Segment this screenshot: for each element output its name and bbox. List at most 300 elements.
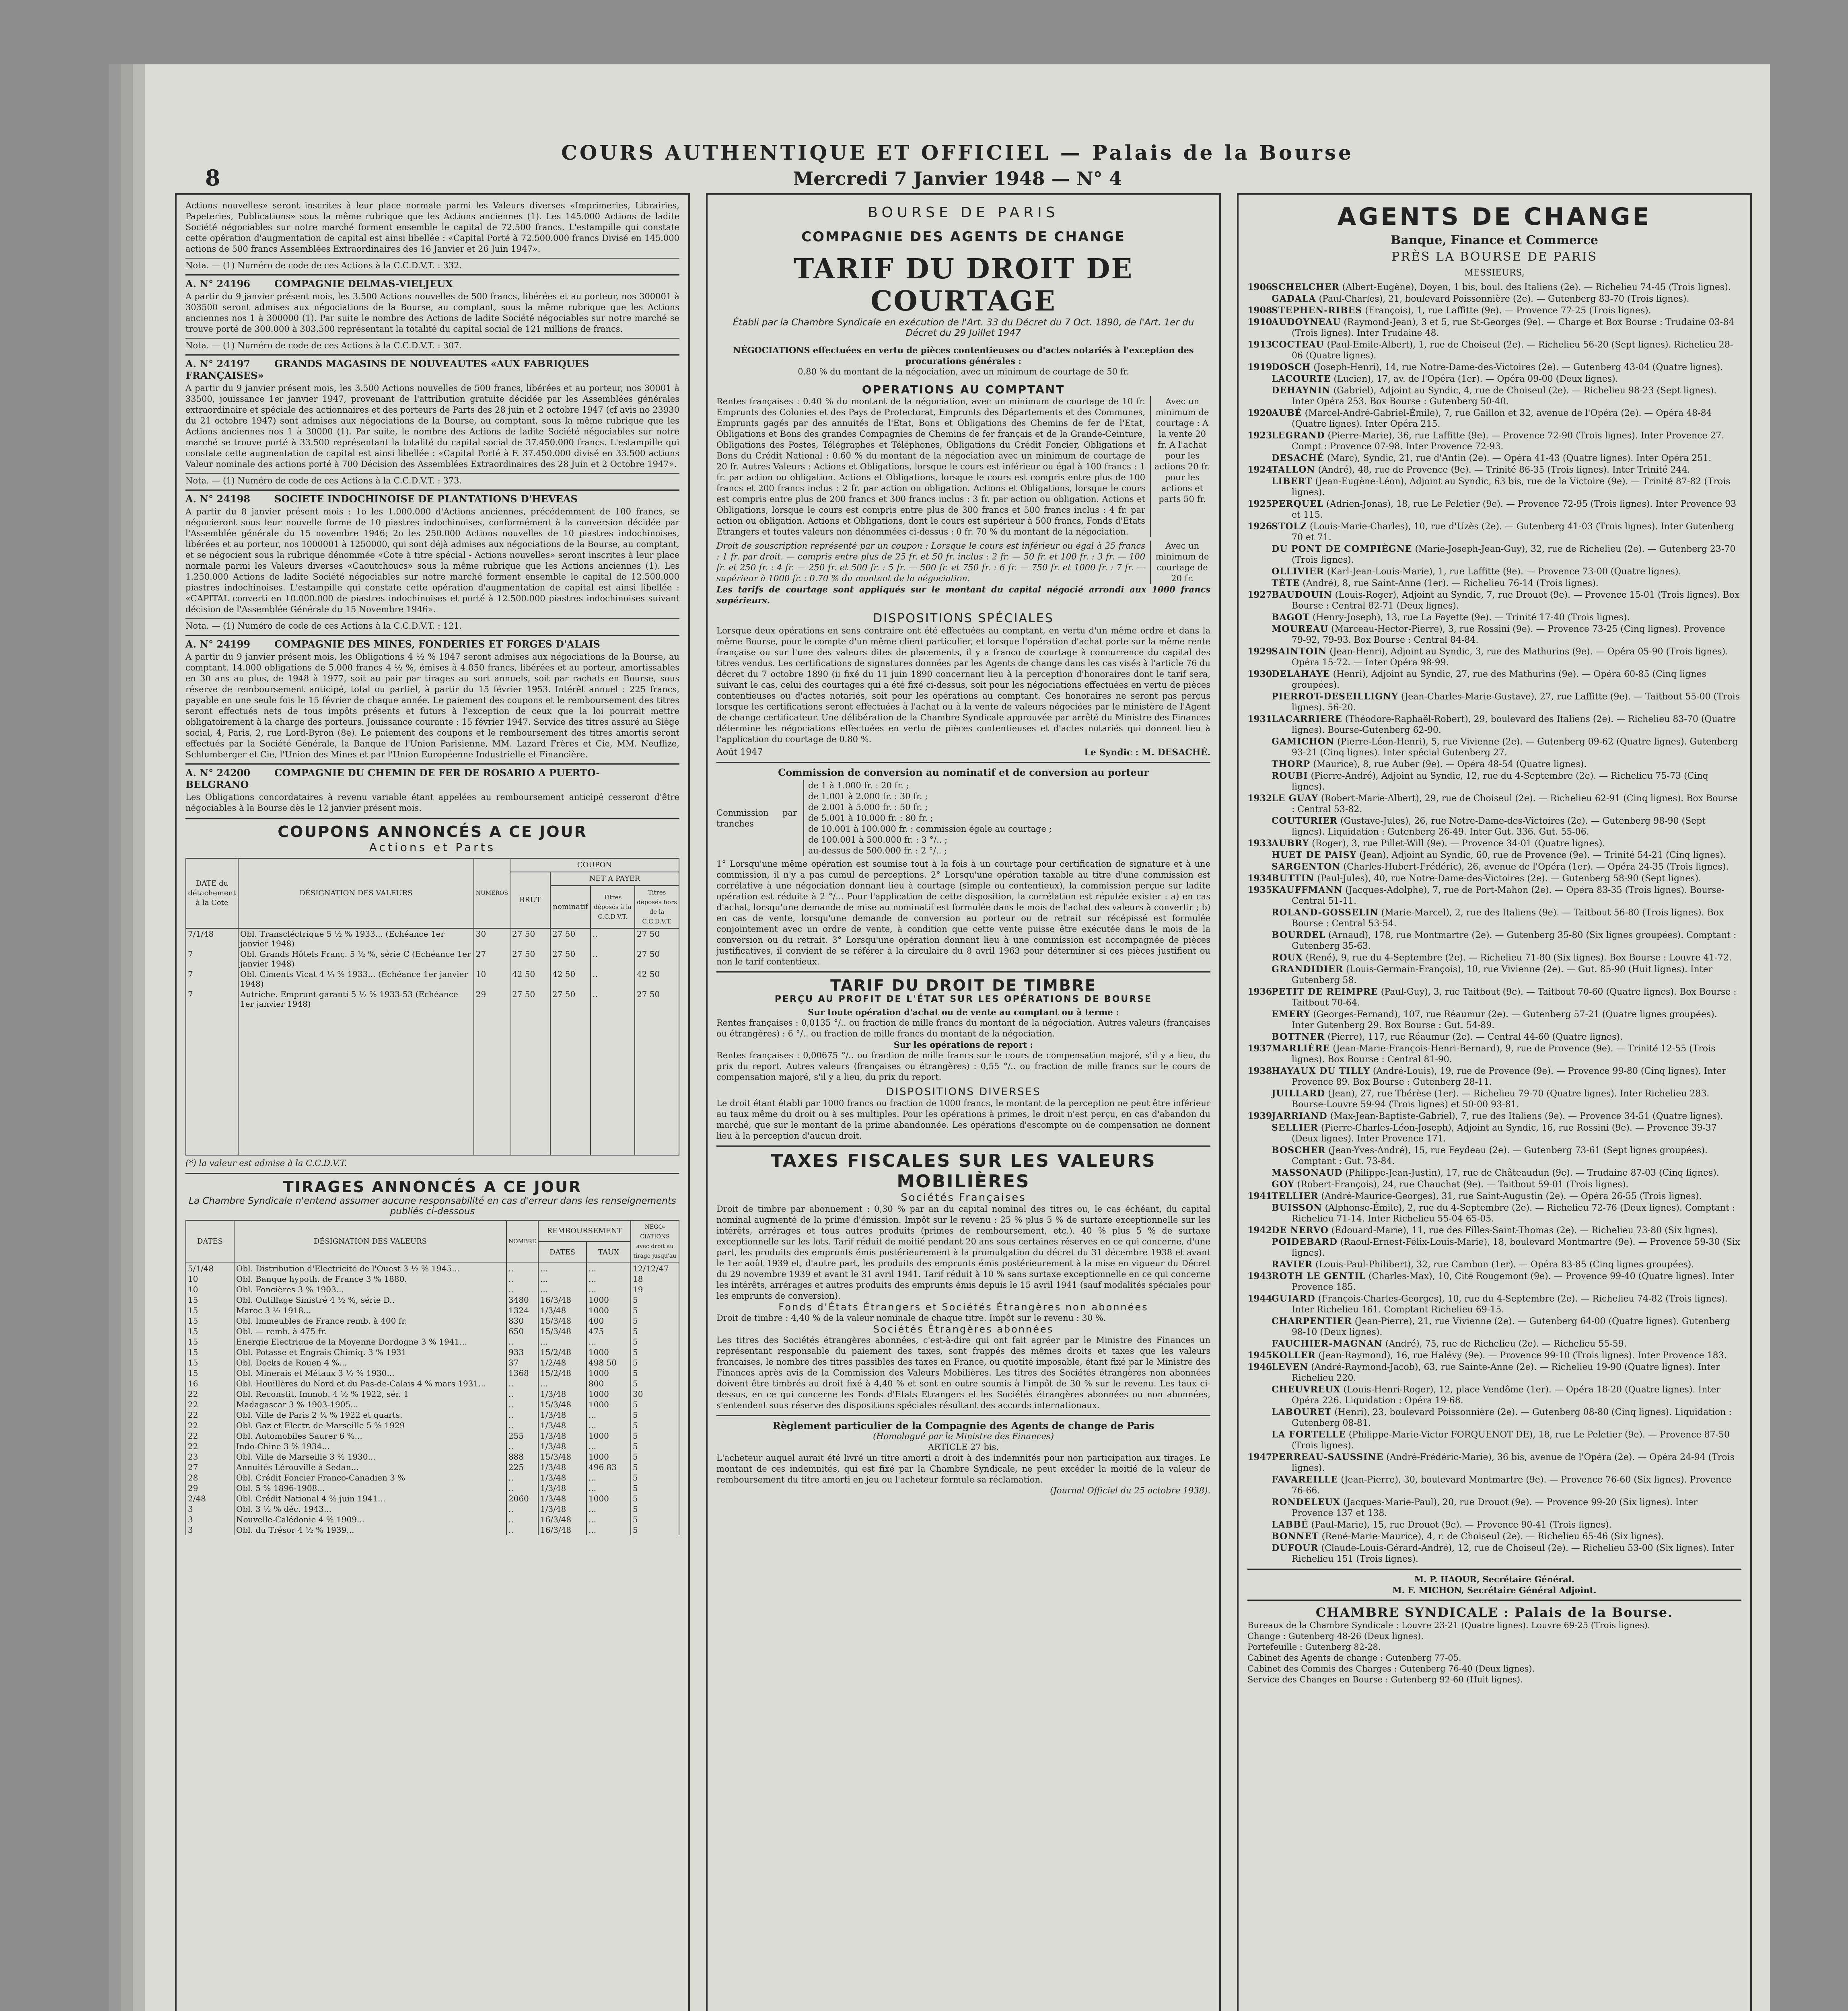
cell: 5 [631,1316,679,1326]
cell: Obl. Automobiles Saurer 6 %... [234,1431,506,1441]
cell: 15 [186,1357,234,1368]
table-row [186,1514,679,1525]
cell: Obl. Ville de Marseille 3 % 1930... [234,1452,506,1462]
timbre-subtitle: PERÇU AU PROFIT DE L'ÉTAT SUR LES OPÉRATIONS DE BOURSE [774,994,1152,1004]
col-header: Titres déposés hors de la C.C.D.V.T. [635,886,679,928]
table-row [186,1368,679,1378]
cell: 27 [474,949,510,969]
agent-entry [1247,1543,1741,1565]
cell: 5 [631,1399,679,1410]
agent-details: (Louis-Marie-Charles), 10, rue d'Uzès (2e). — Gutenberg 41-03 (Trois lignes). Inter Gutenberg 70 et 71. [1292,522,1734,543]
cell: .. [506,1389,538,1399]
cell: 15/2/48 [538,1368,587,1378]
agent-name: DE NERVO [1272,1225,1329,1236]
agent-entry [1247,1474,1741,1496]
agent-entry [1247,816,1741,837]
agent-name: PERREAU-SAUSSINE [1272,1452,1384,1462]
coupons-body [186,928,679,1155]
agent-year: 1947 [1247,1452,1272,1462]
agent-name: LA FORTELLE [1272,1429,1346,1440]
agent-year: 1923 [1247,430,1272,441]
divider [1247,1569,1741,1570]
commission-row: de 100.001 à 500.000 fr. : 3 °/.. ; [808,835,948,845]
tarifs-note: Les tarifs de courtage sont appliqués sur le montant du capital négocié arrondi aux 1000 francs supérieurs. [716,584,1210,605]
col-header: Titres déposés à la C.C.D.V.T. [591,886,635,928]
agent-year: 1929 [1247,646,1272,657]
divider [716,762,1210,763]
cell: 22 [186,1389,234,1399]
notice-note: Nota. — (1) Numéro de code de ces Actions à la C.C.D.V.T. : 332. [185,258,679,271]
notice-number: A. N° 24196 [185,278,251,290]
notice-heading [185,274,679,290]
comptant-title: OPERATIONS AU COMPTANT [862,383,1065,396]
agent-entry [1247,1497,1741,1519]
chambre-line: Bureaux de la Chambre Syndicale : Louvre 23-21 (Quatre lignes). Louvre 69-25 (Trois lignes). [1247,1620,1650,1630]
agent-details: (Louis-Paul-Philibert), 32, rue Cambon (1er). — Opéra 83-85 (Cinq lignes groupées). [1313,1260,1694,1270]
notice-intro: Actions nouvelles» seront inscrites à leur place normale parmi les Valeurs diverses «Imprimeries, Librairies, Papeteries, Publications» sous la même rubrique que les Actions anciennes (1). Les 145.000 Actions de ladite Société négociables sur notre marché forment ensemble le capital de 72.500 francs. L'estampille qui constate cette opération d'augmentation de capital est ainsi libellée : «Capital Porté à 72.500.000 francs Divisé en 145.000 actions de 500 francs Assemblées Extraordinaires des 16 Janvier et 26 Juin 1947». [185,201,679,254]
notice-text: A partir du 9 janvier présent mois, les 3.500 Actions nouvelles de 500 francs, libérées et au porteur, nos 30001 à 33500, jouissance 1er janvier 1947, provenant de l'attribution gratuite décidée par les Assemblées générales extraordinaire et spéciale des actionnaires et des porteurs de Parts des 28 juin et 2 octobre 1947 (cf avis no 23930 du 21 octobre 1947) sont admises aux négociations de la Bourse, au comptant, sous la même rubrique que les Actions anciennes nos 1 à 30000 (1). Par suite, le nombre des Actions de ladite Société négociables sur notre marché se trouve porté à 33.500 représentant la totalité du capital social de 37.450.000 francs. L'estampille qui constate cette augmentation de capital est ainsi libellée : «Capital Porté à F. 37.450.000 divisé en 33.500 actions Valeur nominale des actions porté à 700 Décision des Assemblées Extraordinaires des 28 Juin et 2 Octobre 1947». [185,383,679,469]
agents-title: AGENTS DE CHANGE [1337,203,1652,231]
coupons-title: COUPONS ANNONCÉS A CE JOUR [278,823,587,841]
agent-name: KOLLER [1272,1350,1316,1361]
agent-details: (André-Raymond-Jacob), 63, rue Sainte-Anne (2e). — Richelieu 19-90 (Quatre lignes). Inter Richelieu 220. [1292,1362,1720,1383]
table-row [186,1263,679,1274]
agent-entry [1247,1384,1741,1406]
cell: 5 [631,1431,679,1441]
agent-year: 1935 [1247,885,1272,895]
cell: Obl. Minerais et Métaux 3 ½ % 1930... [234,1368,506,1378]
cell: 15 [186,1316,234,1326]
tarif-courtage-subtitle: Établi par la Chambre Syndicale en exécution de l'Art. 33 du Décret du 7 Oct. 1890, de l'Art. 1er du Décret du 29 Juillet 1947 [733,317,1194,338]
agent-name: GADALA [1272,294,1316,304]
messieurs-label: MESSIEURS, [1464,268,1525,278]
cell: 1000 [587,1347,631,1357]
newspaper-page [145,64,1770,2011]
agent-details: (Jean-Pierre), 30, boulevard Montmartre (9e). — Provence 76-60 (Six lignes). Provence 76-66. [1292,1475,1732,1496]
agent-entry [1247,476,1741,498]
col-header: DATES [538,1242,587,1263]
notice-title: COMPAGNIE DU CHEMIN DE FER DE ROSARIO A PUERTO-BELGRANO [185,767,600,790]
agent-details: (Jean-Raymond), 16, rue Halévy (9e). — Provence 99-10 (Trois lignes). Inter Provence 183. [1315,1351,1727,1361]
agent-details: (François-Charles-Georges), 10, rue du 4-Septembre (2e). — Richelieu 74-82 (Trois lignes). Inter Richelieu 161. Comptant Richelieu 69-15. [1292,1294,1728,1315]
agent-details: (André-Louis), 19, rue de Provence (9e). — Provence 99-80 (Cinq lignes). Inter Provence 89. Box Bourse : Gutenberg 28-11. [1292,1066,1726,1087]
cell: .. [506,1483,538,1493]
cell: 27 50 [550,928,591,949]
masthead-title: COURS AUTHENTIQUE ET OFFICIEL — Palais de la Bourse [561,141,1354,164]
agent-details: (Louis-Germain-François), 10, rue Vivienne (2e). — Gut. 85-90 (Huit lignes). Inter Gutenberg 58. [1292,964,1713,985]
cell: ... [538,1263,587,1274]
agent-name: MOUREAU [1272,624,1329,634]
cell: .. [591,949,635,969]
cell: Obl. Distribution d'Electricité de l'Ouest 3 ½ % 1945... [234,1263,506,1274]
cell: 1/3/48 [538,1431,587,1441]
agent-name: POIDEBARD [1272,1237,1338,1247]
cell: .. [506,1399,538,1410]
cell: 42 50 [550,969,591,989]
agent-name: BOSCHER [1272,1145,1326,1156]
column-tarifs [706,193,1221,2011]
divider [716,1145,1210,1147]
table-row-spacer [186,1009,679,1155]
cell: 15/2/48 [538,1347,587,1357]
agent-name: COCTEAU [1272,339,1324,350]
table-row [186,1504,679,1514]
cell: 1000 [587,1295,631,1305]
cell: 15/3/48 [538,1399,587,1410]
cell: .. [506,1525,538,1535]
agent-details: (Maurice), 8, rue Auber (9e). — Opéra 48-54 (Quatre lignes). [1310,759,1587,769]
cell: .. [506,1263,538,1274]
agent-entry [1247,590,1741,611]
comptant-text: Rentes françaises : 0.40 % du montant de la négociation, avec un minimum de courtage de 10 fr. Emprunts des Colonies et des Pays de Protectorat, Emprunts des Départements et des Communes, Emprunts gagés par des annuités de l'Etat, Bons et Obligations des Chemins de fer de l'Etat, Obligations et Bons des grandes Compagnies de Chemins de fer français et de la Grande-Ceinture, Obligations des Postes, Télégraphes et Téléphones, Obligations du Crédit Foncier, Obligations et Bons du Crédit National : 0.60 % du montant de la négociation avec un minimum de courtage de 20 fr. Autres Valeurs : Actions et Obligations, lorsque le cours est inférieur ou égal à 100 francs : 1 fr. par action ou obligation. Actions et Obligations, lorsque le cours est compris entre plus de 100 francs et 200 francs inclus : 2 fr. par action ou obligation. Actions et Obligations, lorsque le cours est compris entre plus de 200 francs et 300 francs inclus : 3 fr. par action ou obligation. Actions et Obligations, lorsque le cours est compris entre plus de 300 francs et 500 francs inclus : 4 fr. par action ou obligation. Actions et Obligations, dont le cours est supérieur à 500 francs, Fonds d'Etats Etrangers et toutes valeurs non dénommées ci-dessus : 0 fr. 70 % du montant de la négociation. [716,397,1145,537]
agent-year: 1937 [1247,1043,1272,1054]
agent-name: TALLON [1272,465,1315,475]
cell: Obl. Banque hypoth. de France 3 % 1880. [234,1274,506,1284]
col-group-header: COUPON [510,858,679,872]
cell: 1/3/48 [538,1483,587,1493]
cell: .. [506,1337,538,1347]
agent-entry [1247,987,1741,1008]
agent-name: SAINTOIN [1272,646,1327,657]
table-row [186,1295,679,1305]
notice-title: SOCIETE INDOCHINOISE DE PLANTATIONS D'HEVEAS [274,493,578,505]
notice-note: Nota. — (1) Numéro de code de ces Actions à la C.C.D.V.T. : 373. [185,473,679,486]
cell: Maroc 3 ½ 1918... [234,1305,506,1316]
cell: 22 [186,1410,234,1420]
agent-details: (Gustave-Jules), 26, rue Notre-Dame-des-Victoires (2e). — Gutenberg 98-90 (Sept lignes). Liquidation : Gutenberg 26-49. Inter Gut. 336. Gut. 55-06. [1292,816,1706,837]
cell: Obl. — remb. à 475 fr. [234,1326,506,1337]
cell: 5 [631,1295,679,1305]
table-row [186,928,679,949]
agent-entry [1247,1362,1741,1384]
agent-name: HUET DE PAISY [1272,850,1357,860]
cell: Obl. Houillères du Nord et du Pas-de-Calais 4 % mars 1931... [234,1378,506,1389]
notice-number: A. N° 24200 [185,767,251,779]
col-header: DÉSIGNATION DES VALEURS [238,858,474,928]
cell: 498 50 [587,1357,631,1368]
cell: Obl. Ville de Paris 2 ¾ % 1922 et quarts. [234,1410,506,1420]
cell: Obl. Potasse et Engrais Chimiq. 3 % 1931 [234,1347,506,1357]
agent-entry [1247,430,1741,452]
agent-entry [1247,907,1741,929]
agent-entry [1247,1293,1741,1315]
agent-entry [1247,1225,1741,1236]
cell: .. [506,1504,538,1514]
agent-details: (Philippe-Marie-Victor FORQUENOT DE), 18, rue Le Peletier (9e). — Provence 87-50 (Trois lignes). [1292,1430,1730,1451]
cell: ... [587,1483,631,1493]
cell: 27 50 [635,949,679,969]
agent-year: 1942 [1247,1225,1272,1236]
agent-details: (Édouard-Marie), 11, rue des Filles-Saint-Thomas (2e). — Richelieu 73-80 (Six lignes). [1328,1226,1718,1236]
agent-name: RAVIER [1272,1259,1313,1270]
agent-name: TELLIER [1272,1191,1319,1201]
souscription-block [716,541,1210,584]
agent-year: 1934 [1247,873,1272,884]
agent-year: 1946 [1247,1362,1272,1372]
cell: 28 [186,1472,234,1483]
cell: ... [538,1284,587,1295]
agent-year: 1936 [1247,987,1272,997]
cell: 255 [506,1431,538,1441]
agent-entry [1247,1531,1741,1542]
cell: ... [587,1410,631,1420]
agent-entry [1247,1179,1741,1190]
commission-block [716,780,1210,856]
agent-name: DUFOUR [1272,1543,1319,1553]
cell: Obl. Transcléctrique 5 ½ % 1933... (Echéance 1er janvier 1948) [238,928,474,949]
agent-name: LACOURTE [1272,374,1331,384]
agent-name: BOTTNER [1272,1032,1325,1042]
reglement-title: Règlement particulier de la Compagnie des Agents de change de Paris [772,1420,1154,1431]
agent-name: GOY [1272,1179,1294,1190]
tirages-body [186,1263,679,1535]
agent-details: (François), 1, rue Laffitte (9e). — Provence 77-25 (Trois lignes). [1362,306,1651,316]
cell: 888 [506,1452,538,1462]
agent-details: (Paul-Charles), 21, boulevard Poissonnière (2e). — Gutenberg 83-70 (Trois lignes). [1316,294,1690,304]
cell: 22 [186,1431,234,1441]
cell: 1000 [587,1493,631,1504]
cell: 1/3/48 [538,1472,587,1483]
cell: ... [587,1284,631,1295]
agent-name: BONNET [1272,1531,1319,1542]
chambre-line: Portefeuille : Gutenberg 82-28. [1247,1642,1381,1652]
chambre-title: CHAMBRE SYNDICALE : Palais de la Bourse. [1315,1605,1673,1620]
notice-title: GRANDS MAGASINS DE NOUVEAUTES «AUX FABRIQUES FRANÇAISES» [185,358,589,381]
agent-year: 1908 [1247,305,1272,316]
chambre-line: Cabinet des Agents de change : Gutenberg 77-05. [1247,1653,1461,1663]
agent-name: ROLAND-GOSSELIN [1272,907,1379,918]
cell: 5 [631,1441,679,1452]
cell: 2/48 [186,1493,234,1504]
agent-year: 1926 [1247,521,1272,532]
cell: 5 [631,1410,679,1420]
col-header: NUMÉROS [474,858,510,928]
notice-number: A. N° 24197 [185,358,251,370]
taxes-text: Les titres des Sociétés étrangères abonnées, c'est-à-dire qui ont fait agréer par le Ministre des Finances un représentant responsable du paiement des taxes, sont frappés des mêmes droits et taxes que les valeurs françaises, le nombre des titres passibles des taxes en France, ou quotité imposable, étant fixé par le Ministre des Finances après avis de la Commission des Valeurs Mobilières. Les titres des Sociétés étrangères non abonnées doivent être timbrés au droit fixé à 4,40 % et sont en outre soumis à l'impôt de 30 % sur le revenu. Les taux ci-dessus, en ce qui concerne les Fonds d'Etats Etrangers et les Sociétés étrangères abonnées ou non abonnées, s'entendent sous réserve des dispositions spéciales résultant des accords internationaux. [716,1335,1210,1410]
agent-entry [1247,736,1741,758]
cell: 3 [186,1525,234,1535]
cell: 1000 [587,1431,631,1441]
agent-entry [1247,1520,1741,1530]
agent-name: AUDOYNEAU [1272,317,1341,327]
col-header: DÉSIGNATION DES VALEURS [234,1220,506,1263]
cell: 5 [631,1493,679,1504]
agent-details: (André), 75, rue de Richelieu (2e). — Richelieu 55-59. [1382,1339,1627,1349]
agent-entry [1247,1429,1741,1451]
agent-entry [1247,294,1741,304]
commission-row: au-dessus de 500.000 fr. : 2 °/.. ; [808,846,947,855]
agent-details: (Jean-Marie-François-Henri-Bernard), 9, rue de Provence (9e). — Trinité 12-55 (Trois lignes). Box Bourse : Central 81-90. [1292,1044,1716,1065]
cell: 27 50 [550,989,591,1009]
agent-name: LIBERT [1272,476,1313,487]
agent-details: (Pierre-Marie), 36, rue Laffitte (9e). — Provence 72-90 (Trois lignes). Inter Provence 27. Compt : Provence 07-98. Inter Provence 72-93. [1292,431,1725,452]
agent-name: DEHAYNIN [1272,385,1331,396]
commission-label: Commission par tranches [716,808,797,829]
cell: 10 [186,1284,234,1295]
agent-name: BOURDEL [1272,930,1325,940]
agent-name: EMERY [1272,1009,1311,1020]
cell: 27 [186,1462,234,1472]
notice-heading [185,763,679,790]
divider [716,1415,1210,1416]
agent-name: ROUBI [1272,771,1308,781]
cell: 5 [631,1347,679,1357]
agent-details: (Théodore-Raphaël-Robert), 29, boulevard des Italiens (2e). — Richelieu 83-70 (Quatre lignes). Bourse-Gutenberg 62-90. [1292,714,1736,735]
syndic-signature: Le Syndic : M. DESACHÉ. [1084,747,1210,758]
agent-details: (Charles-Max), 10, Cité Rougemont (9e). — Provence 99-40 (Quatre lignes). Inter Provence 185. [1292,1271,1734,1292]
cell: Obl. Crédit Foncier Franco-Canadien 3 % [234,1472,506,1483]
agent-details: (Albert-Eugène), Doyen, 1 bis, boul. des Italiens (2e). — Richelieu 74-45 (Trois lignes). [1339,282,1731,292]
cell: ... [538,1337,587,1347]
cell: 15/3/48 [538,1452,587,1462]
agent-name: OLLIVIER [1272,566,1324,577]
cell: ... [587,1274,631,1284]
reglement-text: L'acheteur auquel aurait été livré un titre amorti a droit à des indemnités pour non participation aux tirages. Le montant de ces indemnités, qui est fixé par la Chambre Syndicale, ne peut excéder la moitié de la valeur de remboursement du titre amorti en jeu ou l'acheteur formule sa réclamation. [716,1453,1210,1485]
notice-text: Les Obligations concordataires à revenu variable étant appelées au remboursement anticipé cesseront d'être négociables à la Bourse dès le 12 janvier présent mois. [185,792,679,813]
cell: Obl. 5 % 1896-1908... [234,1483,506,1493]
agent-name: LABBÉ [1272,1520,1309,1530]
table-row [186,989,679,1009]
cell: 5 [631,1504,679,1514]
agent-entry [1247,362,1741,373]
secretaire-general: M. P. HAOUR, Secrétaire Général. [1414,1574,1575,1584]
coupons-table [185,858,679,1156]
cell: 5 [631,1525,679,1535]
agent-details: (Jacques-Adolphe), 7, rue de Port-Mahon (2e). — Opéra 83-35 (Trois lignes). Bourse-Central 51-11. [1292,885,1725,906]
col-header: nominatif [550,886,591,928]
cell: 27 50 [510,989,550,1009]
signature-line [716,747,1210,758]
agent-name: PIERROT-DESEILLIGNY [1272,691,1398,702]
commission-row: de 1 à 1.000 fr. : 20 fr. ; [808,781,909,790]
cell: 800 [587,1378,631,1389]
cell: ... [587,1420,631,1431]
table-row [186,1316,679,1326]
agent-details: (Arnaud), 178, rue Montmartre (2e). — Gutenberg 35-80 (Six lignes groupées). Comptant : Gutenberg 35-63. [1292,930,1737,951]
cell: 1/3/48 [538,1410,587,1420]
table-row [186,949,679,969]
agent-year: 1930 [1247,669,1272,679]
coupons-subtitle: Actions et Parts [369,841,496,854]
agent-entry [1247,544,1741,565]
notice-text: A partir du 9 janvier présent mois, les 3.500 Actions nouvelles de 500 francs, libérées et au porteur, nos 300001 à 303500 seront admises aux négociations de la Bourse, au comptant, sous la même rubrique que les Actions anciennes nos 1 à 300000 (1). Par suite le nombre des Actions de ladite Société négociables sur notre marché se trouve porté de 300.000 à 303.500 représentant la totalité du capital social de 121 millions de francs. [185,292,679,334]
agent-entry [1247,1145,1741,1167]
agent-entry [1247,1350,1741,1361]
cell: ... [587,1263,631,1274]
taxes-subtitle: Sociétés Étrangères abonnées [873,1324,1054,1335]
agent-name: LABOURET [1272,1407,1332,1417]
cell: Nouvelle-Calédonie 4 % 1909... [234,1514,506,1525]
cell: 3 [186,1514,234,1525]
cell: .. [506,1378,538,1389]
cell: 30 [631,1389,679,1399]
cell: 5 [631,1472,679,1483]
table-row [186,1378,679,1389]
timbre-text: Rentes françaises : 0,00675 °/.. ou fraction de mille francs sur le cours de compensation majoré, s'il y a lieu, du prix du report. Autres valeurs (françaises ou étrangères) : 0,55 °/.. ou fraction de mille francs sur le cours de compensation majoré, s'il y a lieu, du prix du report. [716,1051,1210,1082]
agent-name: GAMICHON [1272,736,1335,747]
cell: Obl. Reconstit. Immob. 4 ½ % 1922, sér. 1 [234,1389,506,1399]
table-row [186,1326,679,1337]
agent-entry [1247,1271,1741,1293]
agent-entry [1247,850,1741,861]
cell: 1000 [587,1368,631,1378]
cell: 23 [186,1452,234,1462]
cell: 5 [631,1514,679,1525]
cell: 5 [631,1368,679,1378]
cell: 22 [186,1399,234,1410]
cell: 7 [186,989,238,1009]
agent-entry [1247,964,1741,986]
agent-entry [1247,1452,1741,1474]
cell: 1000 [587,1389,631,1399]
agent-entry [1247,862,1741,872]
agent-details: (Jean), 27, rue Thérèse (1er). — Richelieu 79-70 (Quatre lignes). Inter Richelieu 283. Bourse-Louvre 59-94 (Trois lignes) et 50-00 93-81. [1292,1089,1710,1110]
agent-details: (Jean-Pierre), 21, rue Vivienne (2e). — Gutenberg 64-00 (Quatre lignes). Gutenberg 98-10 (Deux lignes). [1292,1316,1730,1337]
agent-entry [1247,1191,1741,1202]
cell: 15 [186,1368,234,1378]
agent-name: SARGENTON [1272,862,1341,872]
cell: 27 50 [550,949,591,969]
cell: 1/3/48 [538,1493,587,1504]
cell: 12/12/47 [631,1263,679,1274]
agent-details: (Louis-Roger), Adjoint au Syndic, 7, rue Drouot (9e). — Provence 15-01 (Trois lignes). Box Bourse : Central 82-71 (Deux lignes). [1292,590,1740,611]
agent-details: (Henry-Joseph), 13, rue La Fayette (9e). — Trinité 17-40 (Trois lignes). [1310,613,1630,623]
cell: 16/3/48 [538,1295,587,1305]
cell: 650 [506,1326,538,1337]
agent-entry [1247,1111,1741,1122]
agent-name: AUBRY [1272,838,1309,849]
cell: Obl. Docks de Rouen 4 %... [234,1357,506,1368]
agent-name: DESACHÉ [1272,453,1324,463]
negociations-heading: NÉGOCIATIONS effectuées en vertu de pièces contentieuses ou d'actes notariés à l'exception des procurations générales : [733,345,1194,366]
cell: 27 50 [635,928,679,949]
cell: .. [506,1274,538,1284]
agent-entry [1247,612,1741,623]
souscription-text: Droit de souscription représenté par un coupon : Lorsque le cours est inférieur ou égal à 25 francs : 1 fr. par droit. — compris entre plus de 25 fr. et 50 fr. inclus : 2 fr. — 50 fr. et 100 fr. : 3 fr. — 100 fr. et 250 fr. : 4 fr. — 250 fr. et 500 fr. : 5 fr. — 500 fr. et 750 fr. : 6 fr. — 750 fr. et 1000 fr. : 7 fr. — supérieur à 1000 fr. : 0.70 % du montant de la négociation. [716,541,1145,583]
agent-details: (Max-Jean-Baptiste-Gabriel), 7, rue des Italiens (9e). — Provence 34-51 (Quatre lignes). [1327,1111,1723,1121]
cell: .. [506,1514,538,1525]
notice-number: A. N° 24199 [185,638,251,650]
cell: 42 50 [635,969,679,989]
agent-details: (Jacques-Marie-Paul), 20, rue Drouot (9e). — Provence 99-20 (Six lignes). Inter Provence 137 et 138. [1292,1497,1698,1518]
cell: 15 [186,1347,234,1357]
agent-details: (Claude-Louis-Gérard-André), 12, rue de Choiseul (2e). — Richelieu 53-00 (Six lignes). Inter Richelieu 151 (Trois lignes). [1292,1543,1735,1564]
negociations-text: 0.80 % du montant de la négociation, avec un minimum de courtage de 50 fr. [798,367,1129,376]
notice-heading [185,635,679,650]
tirages-title: TIRAGES ANNONCÉS A CE JOUR [283,1178,582,1196]
compagnie-label: COMPAGNIE DES AGENTS DE CHANGE [801,229,1126,245]
agent-details: (Marc), Syndic, 21, rue d'Antin (2e). — Opéra 41-43 (Quatre lignes). Inter Opéra 251. [1324,453,1712,463]
table-row [186,1389,679,1399]
cell: 3 [186,1504,234,1514]
commission-list [803,780,1052,856]
agent-entry [1247,1259,1741,1270]
cell: 5 [631,1452,679,1462]
agent-name: DOSCH [1272,362,1311,372]
cell: Autriche. Emprunt garanti 5 ½ % 1933-53 (Echéance 1er janvier 1948) [238,989,474,1009]
agent-details: (Paul-Guy), 3, rue Taitbout (9e). — Taitbout 70-60 (Quatre lignes). Box Bourse : Taitbout 70-64. [1292,987,1737,1008]
agent-entry [1247,1009,1741,1031]
cell: 15/3/48 [538,1316,587,1326]
table-row [186,1337,679,1347]
cell: 2060 [506,1493,538,1504]
divider [1247,1600,1741,1601]
taxes-text: Droit de timbre par abonnement : 0,30 % par an du capital nominal des titres ou, le cas échéant, du capital nominal augmenté de la prime d'émission. Impôt sur le revenu : 25 % plus 5 % de surtaxe exceptionnelle sur les intérêts, arrérages et tous autres produits (primes de remboursement, etc.). 40 % plus 5 % de surtaxe exceptionnelle sur les lots. Tarif réduit de moitié pendant 20 ans sous certaines réserves en ce qui concerne, d'une part, les produits des emprunts émis postérieurement à la promulgation du décret du 31 décembre 1938 et avant le 1er août 1939 et, d'autre part, les produits des emprunts émis postérieurement à la mise en vigueur du Décret du 29 novembre 1939 et avant le 31 avril 1941. Tarif réduit à 10 % sans surtaxe exceptionnelle en ce qui concerne les intérêts, arrérages et autres produits des emprunts émis depuis le 15 avril 1941 (sauf modalités spéciales pour les emprunts de conversion). [716,1204,1210,1301]
cell: 29 [474,989,510,1009]
agent-entry [1247,1088,1741,1110]
cell: .. [506,1441,538,1452]
agent-entry [1247,305,1741,316]
